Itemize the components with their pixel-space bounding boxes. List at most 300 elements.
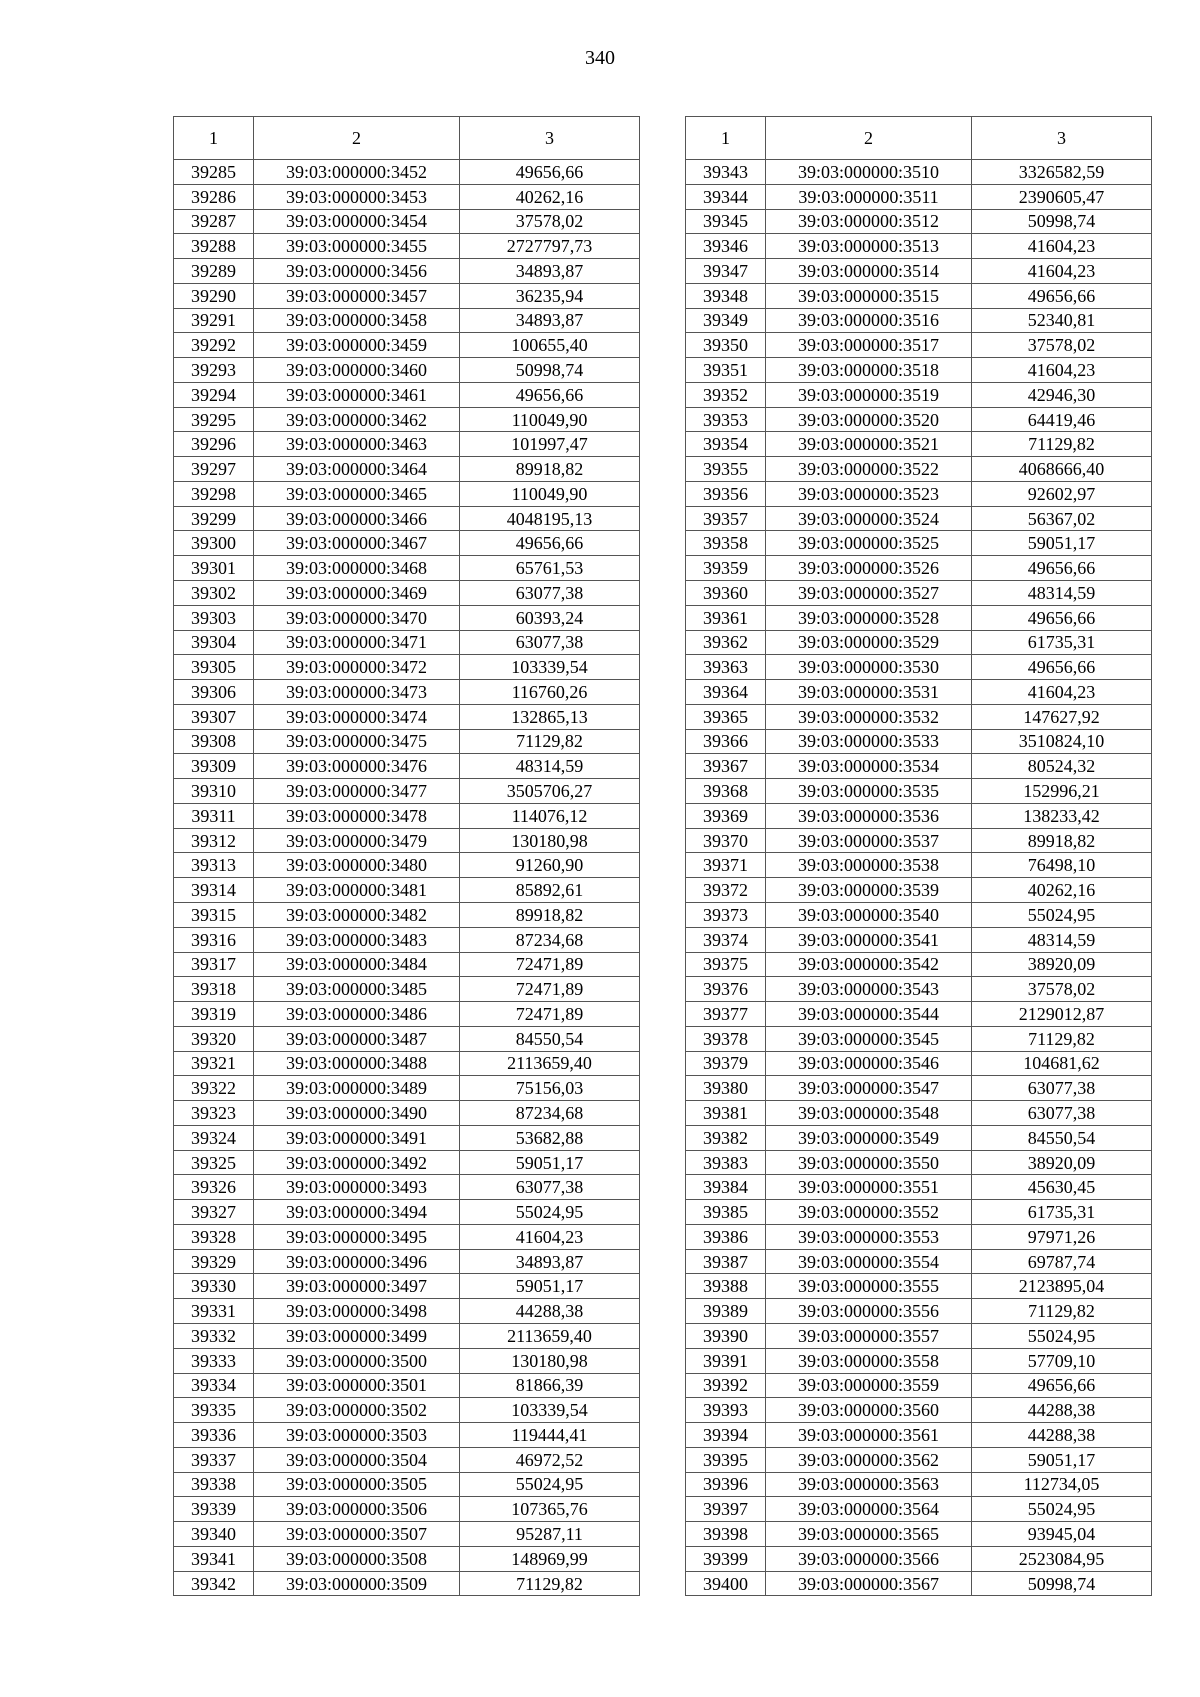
- row-number-cell: 39345: [686, 209, 766, 234]
- cadastral-number-cell: 39:03:000000:3500: [254, 1348, 460, 1373]
- row-number-cell: 39354: [686, 432, 766, 457]
- row-number-cell: 39397: [686, 1497, 766, 1522]
- row-number-cell: 39342: [174, 1571, 254, 1596]
- table-row: [174, 382, 640, 407]
- row-number-cell: 39293: [174, 358, 254, 383]
- table-row: [686, 581, 1152, 606]
- row-number-cell: 39299: [174, 506, 254, 531]
- value-cell: 61735,31: [972, 630, 1152, 655]
- cadastral-number-cell: 39:03:000000:3549: [766, 1125, 972, 1150]
- row-number-cell: 39377: [686, 1002, 766, 1027]
- value-cell: 87234,68: [460, 927, 640, 952]
- cadastral-number-cell: 39:03:000000:3517: [766, 333, 972, 358]
- cadastral-number-cell: 39:03:000000:3513: [766, 234, 972, 259]
- value-cell: 40262,16: [460, 184, 640, 209]
- value-cell: 152996,21: [972, 779, 1152, 804]
- cadastral-number-cell: 39:03:000000:3516: [766, 308, 972, 333]
- table-row: [686, 1497, 1152, 1522]
- value-cell: 37578,02: [972, 333, 1152, 358]
- table-row: [686, 704, 1152, 729]
- table-row: [686, 1472, 1152, 1497]
- row-number-cell: 39317: [174, 952, 254, 977]
- row-number-cell: 39373: [686, 902, 766, 927]
- table-row: [174, 1522, 640, 1547]
- row-number-cell: 39331: [174, 1299, 254, 1324]
- cadastral-number-cell: 39:03:000000:3554: [766, 1249, 972, 1274]
- value-cell: 2523084,95: [972, 1546, 1152, 1571]
- cadastral-number-cell: 39:03:000000:3458: [254, 308, 460, 333]
- row-number-cell: 39311: [174, 803, 254, 828]
- table-row: [174, 1274, 640, 1299]
- value-cell: 104681,62: [972, 1051, 1152, 1076]
- cadastral-number-cell: 39:03:000000:3503: [254, 1423, 460, 1448]
- row-number-cell: 39370: [686, 828, 766, 853]
- value-cell: 69787,74: [972, 1249, 1152, 1274]
- row-number-cell: 39382: [686, 1125, 766, 1150]
- cadastral-number-cell: 39:03:000000:3520: [766, 407, 972, 432]
- table-row: [686, 358, 1152, 383]
- cadastral-number-cell: 39:03:000000:3471: [254, 630, 460, 655]
- cadastral-number-cell: 39:03:000000:3539: [766, 878, 972, 903]
- row-number-cell: 39389: [686, 1299, 766, 1324]
- table-row: [174, 308, 640, 333]
- table-row: [686, 333, 1152, 358]
- cadastral-number-cell: 39:03:000000:3465: [254, 481, 460, 506]
- cadastral-number-cell: 39:03:000000:3552: [766, 1200, 972, 1225]
- value-cell: 138233,42: [972, 803, 1152, 828]
- cadastral-number-cell: 39:03:000000:3560: [766, 1398, 972, 1423]
- value-cell: 71129,82: [972, 432, 1152, 457]
- value-cell: 37578,02: [972, 977, 1152, 1002]
- row-number-cell: 39390: [686, 1323, 766, 1348]
- value-cell: 107365,76: [460, 1497, 640, 1522]
- row-number-cell: 39349: [686, 308, 766, 333]
- row-number-cell: 39288: [174, 234, 254, 259]
- cadastral-number-cell: 39:03:000000:3562: [766, 1447, 972, 1472]
- value-cell: 84550,54: [460, 1026, 640, 1051]
- value-cell: 61735,31: [972, 1200, 1152, 1225]
- table-row: [686, 1423, 1152, 1448]
- row-number-cell: 39329: [174, 1249, 254, 1274]
- value-cell: 49656,66: [972, 556, 1152, 581]
- table-row: [686, 1125, 1152, 1150]
- table-row: [686, 283, 1152, 308]
- table-header: [174, 117, 640, 160]
- value-cell: 45630,45: [972, 1175, 1152, 1200]
- value-cell: 50998,74: [972, 209, 1152, 234]
- table-row: [686, 680, 1152, 705]
- cadastral-number-cell: 39:03:000000:3536: [766, 803, 972, 828]
- table-row: [174, 1398, 640, 1423]
- row-number-cell: 39334: [174, 1373, 254, 1398]
- table-row: [174, 1175, 640, 1200]
- row-number-cell: 39301: [174, 556, 254, 581]
- row-number-cell: 39348: [686, 283, 766, 308]
- table-row: [686, 952, 1152, 977]
- table-row: [174, 283, 640, 308]
- table-row: [686, 432, 1152, 457]
- table-row: [686, 803, 1152, 828]
- value-cell: 2727797,73: [460, 234, 640, 259]
- cadastral-number-cell: 39:03:000000:3453: [254, 184, 460, 209]
- value-cell: 130180,98: [460, 828, 640, 853]
- cadastral-number-cell: 39:03:000000:3463: [254, 432, 460, 457]
- value-cell: 49656,66: [972, 283, 1152, 308]
- cadastral-number-cell: 39:03:000000:3543: [766, 977, 972, 1002]
- table-row: [686, 1373, 1152, 1398]
- cadastral-number-cell: 39:03:000000:3488: [254, 1051, 460, 1076]
- cadastral-number-cell: 39:03:000000:3477: [254, 779, 460, 804]
- value-cell: 36235,94: [460, 283, 640, 308]
- cadastral-number-cell: 39:03:000000:3519: [766, 382, 972, 407]
- cadastral-number-cell: 39:03:000000:3507: [254, 1522, 460, 1547]
- page-number: 340: [585, 47, 615, 69]
- table-row: [174, 481, 640, 506]
- table-row: [174, 234, 640, 259]
- value-cell: 75156,03: [460, 1076, 640, 1101]
- value-cell: 55024,95: [460, 1472, 640, 1497]
- cadastral-number-cell: 39:03:000000:3489: [254, 1076, 460, 1101]
- table-row: [686, 1150, 1152, 1175]
- cadastral-number-cell: 39:03:000000:3464: [254, 457, 460, 482]
- row-number-cell: 39320: [174, 1026, 254, 1051]
- value-cell: 37578,02: [460, 209, 640, 234]
- row-number-cell: 39360: [686, 581, 766, 606]
- header-row: [174, 117, 640, 160]
- row-number-cell: 39400: [686, 1571, 766, 1596]
- cadastral-number-cell: 39:03:000000:3545: [766, 1026, 972, 1051]
- table-row: [686, 853, 1152, 878]
- cadastral-number-cell: 39:03:000000:3466: [254, 506, 460, 531]
- cadastral-number-cell: 39:03:000000:3493: [254, 1175, 460, 1200]
- table-row: [174, 1299, 640, 1324]
- table-row: [174, 1348, 640, 1373]
- row-number-cell: 39322: [174, 1076, 254, 1101]
- column-header-1: 1: [174, 117, 254, 160]
- table-row: [686, 630, 1152, 655]
- row-number-cell: 39309: [174, 754, 254, 779]
- row-number-cell: 39328: [174, 1224, 254, 1249]
- value-cell: 132865,13: [460, 704, 640, 729]
- cadastral-number-cell: 39:03:000000:3566: [766, 1546, 972, 1571]
- cadastral-number-cell: 39:03:000000:3567: [766, 1571, 972, 1596]
- value-cell: 49656,66: [972, 1373, 1152, 1398]
- cadastral-number-cell: 39:03:000000:3498: [254, 1299, 460, 1324]
- cadastral-number-cell: 39:03:000000:3508: [254, 1546, 460, 1571]
- row-number-cell: 39353: [686, 407, 766, 432]
- value-cell: 34893,87: [460, 1249, 640, 1274]
- table-row: [686, 506, 1152, 531]
- cadastral-number-cell: 39:03:000000:3484: [254, 952, 460, 977]
- value-cell: 148969,99: [460, 1546, 640, 1571]
- cadastral-number-cell: 39:03:000000:3478: [254, 803, 460, 828]
- table-row: [174, 1125, 640, 1150]
- cadastral-number-cell: 39:03:000000:3534: [766, 754, 972, 779]
- value-cell: 84550,54: [972, 1125, 1152, 1150]
- table-row: [686, 1026, 1152, 1051]
- cadastral-number-cell: 39:03:000000:3547: [766, 1076, 972, 1101]
- value-cell: 85892,61: [460, 878, 640, 903]
- cadastral-number-cell: 39:03:000000:3563: [766, 1472, 972, 1497]
- row-number-cell: 39351: [686, 358, 766, 383]
- row-number-cell: 39392: [686, 1373, 766, 1398]
- row-number-cell: 39298: [174, 481, 254, 506]
- value-cell: 59051,17: [460, 1150, 640, 1175]
- row-number-cell: 39361: [686, 605, 766, 630]
- value-cell: 93945,04: [972, 1522, 1152, 1547]
- table-row: [174, 1497, 640, 1522]
- table-row: [686, 902, 1152, 927]
- value-cell: 63077,38: [460, 630, 640, 655]
- cadastral-number-cell: 39:03:000000:3468: [254, 556, 460, 581]
- value-cell: 2113659,40: [460, 1051, 640, 1076]
- value-cell: 103339,54: [460, 655, 640, 680]
- row-number-cell: 39394: [686, 1423, 766, 1448]
- table-row: [686, 1546, 1152, 1571]
- cadastral-number-cell: 39:03:000000:3512: [766, 209, 972, 234]
- value-cell: 55024,95: [972, 902, 1152, 927]
- table-row: [174, 902, 640, 927]
- cadastral-number-cell: 39:03:000000:3531: [766, 680, 972, 705]
- cadastral-number-cell: 39:03:000000:3538: [766, 853, 972, 878]
- cadastral-number-cell: 39:03:000000:3492: [254, 1150, 460, 1175]
- row-number-cell: 39289: [174, 259, 254, 284]
- value-cell: 50998,74: [460, 358, 640, 383]
- table-row: [174, 630, 640, 655]
- value-cell: 3505706,27: [460, 779, 640, 804]
- cadastral-number-cell: 39:03:000000:3473: [254, 680, 460, 705]
- registry-table-left: [173, 116, 640, 1596]
- cadastral-number-cell: 39:03:000000:3526: [766, 556, 972, 581]
- cadastral-number-cell: 39:03:000000:3532: [766, 704, 972, 729]
- value-cell: 41604,23: [460, 1224, 640, 1249]
- value-cell: 119444,41: [460, 1423, 640, 1448]
- value-cell: 49656,66: [460, 531, 640, 556]
- value-cell: 40262,16: [972, 878, 1152, 903]
- value-cell: 57709,10: [972, 1348, 1152, 1373]
- row-number-cell: 39396: [686, 1472, 766, 1497]
- value-cell: 3510824,10: [972, 729, 1152, 754]
- cadastral-number-cell: 39:03:000000:3555: [766, 1274, 972, 1299]
- value-cell: 44288,38: [460, 1299, 640, 1324]
- value-cell: 87234,68: [460, 1101, 640, 1126]
- table-row: [174, 556, 640, 581]
- table-row: [174, 184, 640, 209]
- cadastral-number-cell: 39:03:000000:3540: [766, 902, 972, 927]
- value-cell: 110049,90: [460, 407, 640, 432]
- row-number-cell: 39285: [174, 160, 254, 185]
- row-number-cell: 39313: [174, 853, 254, 878]
- value-cell: 103339,54: [460, 1398, 640, 1423]
- value-cell: 89918,82: [460, 902, 640, 927]
- cadastral-number-cell: 39:03:000000:3469: [254, 581, 460, 606]
- cadastral-number-cell: 39:03:000000:3518: [766, 358, 972, 383]
- cadastral-number-cell: 39:03:000000:3475: [254, 729, 460, 754]
- table-row: [174, 655, 640, 680]
- row-number-cell: 39339: [174, 1497, 254, 1522]
- table-row: [174, 1546, 640, 1571]
- table-row: [686, 605, 1152, 630]
- value-cell: 2390605,47: [972, 184, 1152, 209]
- table-row: [174, 358, 640, 383]
- table-row: [686, 1398, 1152, 1423]
- row-number-cell: 39335: [174, 1398, 254, 1423]
- cadastral-number-cell: 39:03:000000:3481: [254, 878, 460, 903]
- table-row: [174, 432, 640, 457]
- value-cell: 41604,23: [972, 234, 1152, 259]
- row-number-cell: 39286: [174, 184, 254, 209]
- cadastral-number-cell: 39:03:000000:3522: [766, 457, 972, 482]
- value-cell: 65761,53: [460, 556, 640, 581]
- cadastral-number-cell: 39:03:000000:3565: [766, 1522, 972, 1547]
- table-row: [686, 655, 1152, 680]
- cadastral-number-cell: 39:03:000000:3529: [766, 630, 972, 655]
- cadastral-number-cell: 39:03:000000:3482: [254, 902, 460, 927]
- table-row: [686, 729, 1152, 754]
- table-row: [686, 1002, 1152, 1027]
- value-cell: 95287,11: [460, 1522, 640, 1547]
- value-cell: 38920,09: [972, 952, 1152, 977]
- table-row: [174, 1101, 640, 1126]
- table-row: [174, 1002, 640, 1027]
- column-header-3: 3: [460, 117, 640, 160]
- column-header-2: 2: [766, 117, 972, 160]
- column-header-2: 2: [254, 117, 460, 160]
- cadastral-number-cell: 39:03:000000:3564: [766, 1497, 972, 1522]
- row-number-cell: 39379: [686, 1051, 766, 1076]
- table-row: [174, 605, 640, 630]
- row-number-cell: 39384: [686, 1175, 766, 1200]
- table-row: [174, 977, 640, 1002]
- value-cell: 59051,17: [460, 1274, 640, 1299]
- cadastral-number-cell: 39:03:000000:3461: [254, 382, 460, 407]
- cadastral-number-cell: 39:03:000000:3490: [254, 1101, 460, 1126]
- cadastral-number-cell: 39:03:000000:3550: [766, 1150, 972, 1175]
- table-row: [174, 209, 640, 234]
- table-row: [174, 704, 640, 729]
- table-row: [174, 457, 640, 482]
- row-number-cell: 39310: [174, 779, 254, 804]
- table-row: [686, 184, 1152, 209]
- value-cell: 97971,26: [972, 1224, 1152, 1249]
- row-number-cell: 39355: [686, 457, 766, 482]
- cadastral-number-cell: 39:03:000000:3542: [766, 952, 972, 977]
- table-row: [686, 1348, 1152, 1373]
- row-number-cell: 39294: [174, 382, 254, 407]
- table-row: [174, 853, 640, 878]
- row-number-cell: 39368: [686, 779, 766, 804]
- cadastral-number-cell: 39:03:000000:3533: [766, 729, 972, 754]
- table-row: [174, 259, 640, 284]
- row-number-cell: 39326: [174, 1175, 254, 1200]
- value-cell: 49656,66: [460, 160, 640, 185]
- value-cell: 55024,95: [972, 1497, 1152, 1522]
- cadastral-number-cell: 39:03:000000:3530: [766, 655, 972, 680]
- table-row: [686, 1175, 1152, 1200]
- value-cell: 63077,38: [972, 1076, 1152, 1101]
- row-number-cell: 39325: [174, 1150, 254, 1175]
- table-row: [686, 1051, 1152, 1076]
- row-number-cell: 39308: [174, 729, 254, 754]
- table-row: [686, 878, 1152, 903]
- value-cell: 44288,38: [972, 1423, 1152, 1448]
- value-cell: 56367,02: [972, 506, 1152, 531]
- table-row: [174, 927, 640, 952]
- row-number-cell: 39297: [174, 457, 254, 482]
- value-cell: 91260,90: [460, 853, 640, 878]
- value-cell: 80524,32: [972, 754, 1152, 779]
- row-number-cell: 39383: [686, 1150, 766, 1175]
- table-row: [686, 754, 1152, 779]
- table-row: [174, 1224, 640, 1249]
- table-header: [686, 117, 1152, 160]
- value-cell: 55024,95: [972, 1323, 1152, 1348]
- table-row: [686, 828, 1152, 853]
- row-number-cell: 39315: [174, 902, 254, 927]
- cadastral-number-cell: 39:03:000000:3561: [766, 1423, 972, 1448]
- row-number-cell: 39393: [686, 1398, 766, 1423]
- row-number-cell: 39302: [174, 581, 254, 606]
- value-cell: 101997,47: [460, 432, 640, 457]
- table-row: [686, 1224, 1152, 1249]
- value-cell: 2129012,87: [972, 1002, 1152, 1027]
- value-cell: 44288,38: [972, 1398, 1152, 1423]
- table-row: [174, 1373, 640, 1398]
- row-number-cell: 39372: [686, 878, 766, 903]
- row-number-cell: 39319: [174, 1002, 254, 1027]
- table-row: [686, 1522, 1152, 1547]
- row-number-cell: 39287: [174, 209, 254, 234]
- row-number-cell: 39371: [686, 853, 766, 878]
- row-number-cell: 39303: [174, 605, 254, 630]
- table-row: [686, 308, 1152, 333]
- cadastral-number-cell: 39:03:000000:3525: [766, 531, 972, 556]
- row-number-cell: 39304: [174, 630, 254, 655]
- table-row: [174, 1051, 640, 1076]
- cadastral-number-cell: 39:03:000000:3499: [254, 1323, 460, 1348]
- table-row: [686, 1299, 1152, 1324]
- value-cell: 34893,87: [460, 308, 640, 333]
- cadastral-number-cell: 39:03:000000:3457: [254, 283, 460, 308]
- value-cell: 60393,24: [460, 605, 640, 630]
- row-number-cell: 39399: [686, 1546, 766, 1571]
- row-number-cell: 39321: [174, 1051, 254, 1076]
- value-cell: 59051,17: [972, 1447, 1152, 1472]
- row-number-cell: 39364: [686, 680, 766, 705]
- row-number-cell: 39346: [686, 234, 766, 259]
- row-number-cell: 39369: [686, 803, 766, 828]
- cadastral-number-cell: 39:03:000000:3515: [766, 283, 972, 308]
- table-row: [686, 160, 1152, 185]
- table-row: [174, 803, 640, 828]
- value-cell: 48314,59: [460, 754, 640, 779]
- row-number-cell: 39363: [686, 655, 766, 680]
- value-cell: 89918,82: [972, 828, 1152, 853]
- table-row: [686, 779, 1152, 804]
- table-row: [174, 1447, 640, 1472]
- cadastral-number-cell: 39:03:000000:3491: [254, 1125, 460, 1150]
- row-number-cell: 39366: [686, 729, 766, 754]
- value-cell: 71129,82: [972, 1299, 1152, 1324]
- row-number-cell: 39386: [686, 1224, 766, 1249]
- cadastral-number-cell: 39:03:000000:3456: [254, 259, 460, 284]
- row-number-cell: 39333: [174, 1348, 254, 1373]
- table-row: [174, 1249, 640, 1274]
- cadastral-number-cell: 39:03:000000:3501: [254, 1373, 460, 1398]
- row-number-cell: 39341: [174, 1546, 254, 1571]
- value-cell: 71129,82: [972, 1026, 1152, 1051]
- cadastral-number-cell: 39:03:000000:3455: [254, 234, 460, 259]
